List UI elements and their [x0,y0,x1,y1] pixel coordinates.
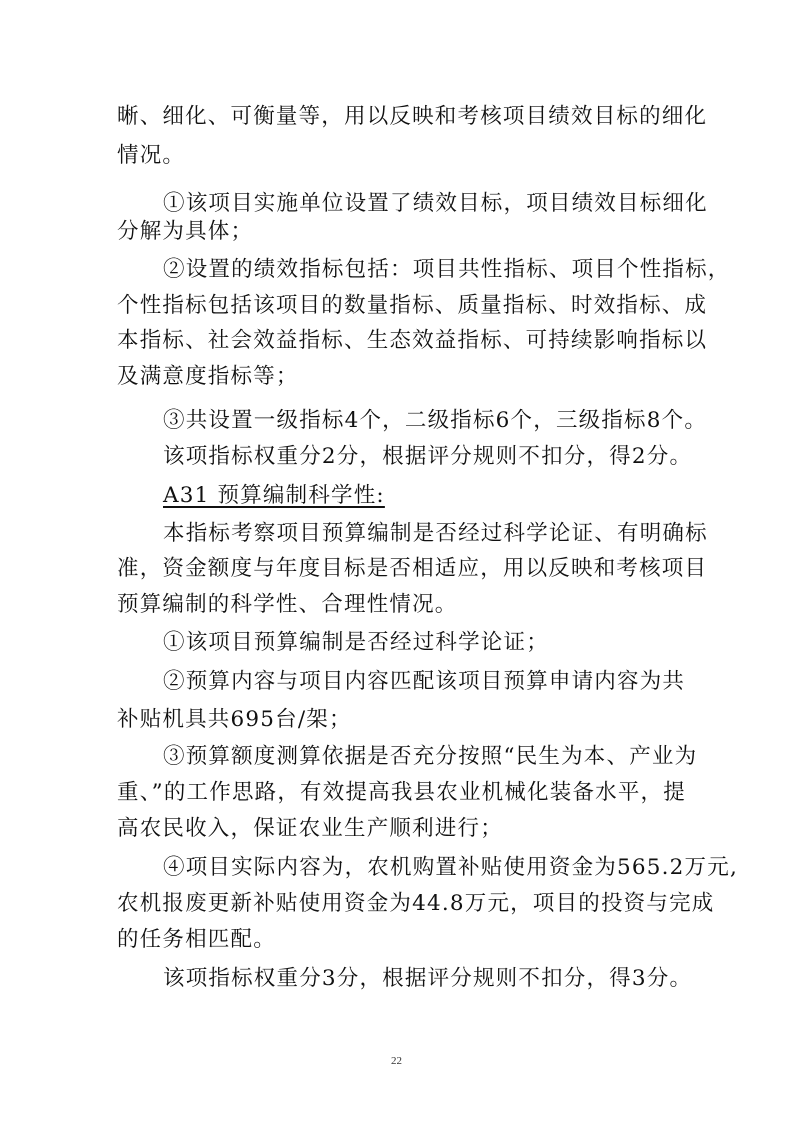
page-number: 22 [391,1055,402,1067]
paragraph-line: 预算编制的科学性、合理性情况。 [117,592,458,617]
paragraph-line: ③共设置一级指标4个，二级指标6个，三级指标8个。 [163,408,708,433]
section-heading: A31 预算编制科学性: [163,483,385,508]
paragraph-line: 情况。 [117,143,186,168]
paragraph-line: 及满意度指标等； [117,364,299,389]
paragraph-line: 高农民收入，保证农业生产顺利进行； [117,816,503,841]
paragraph-line: 该项指标权重分3分，根据评分规则不扣分，得3分。 [163,966,693,991]
paragraph-line: 该项指标权重分2分，根据评分规则不扣分，得2分。 [163,444,693,469]
paragraph-line: 晰、细化、可衡量等，用以反映和考核项目绩效目标的细化 [117,104,708,129]
paragraph-line: ①该项目预算编制是否经过科学论证； [163,630,549,655]
paragraph-line: 准，资金额度与年度目标是否相适应，用以反映和考核项目 [117,556,708,581]
paragraph-line: 本指标考察项目预算编制是否经过科学论证、有明确标 [163,521,708,546]
paragraph-line: 农机报废更新补贴使用资金为44.8万元，项目的投资与完成 [117,891,715,916]
paragraph-line: ④项目实际内容为，农机购置补贴使用资金为565.2万元, [163,855,738,880]
paragraph-line: ①该项目实施单位设置了绩效目标，项目绩效目标细化 [163,191,708,216]
paragraph-line: 的任务相匹配。 [117,927,276,952]
paragraph-line: 本指标、社会效益指标、生态效益指标、可持续影响指标以 [117,328,708,353]
paragraph-line: ③预算额度测算依据是否充分按照“民生为本、产业为 [163,744,698,769]
paragraph-line: 补贴机具共695台/架； [117,707,352,732]
paragraph-line: ②设置的绩效指标包括：项目共性指标、项目个性指标， [163,257,731,282]
paragraph-line: 重、”的工作思路，有效提高我县农业机械化装备水平，提 [117,780,686,805]
paragraph-line: ②预算内容与项目内容匹配该项目预算申请内容为共 [163,669,686,694]
paragraph-line: 个性指标包括该项目的数量指标、质量指标、时效指标、成 [117,293,708,318]
paragraph-line: 分解为具体； [117,219,254,244]
